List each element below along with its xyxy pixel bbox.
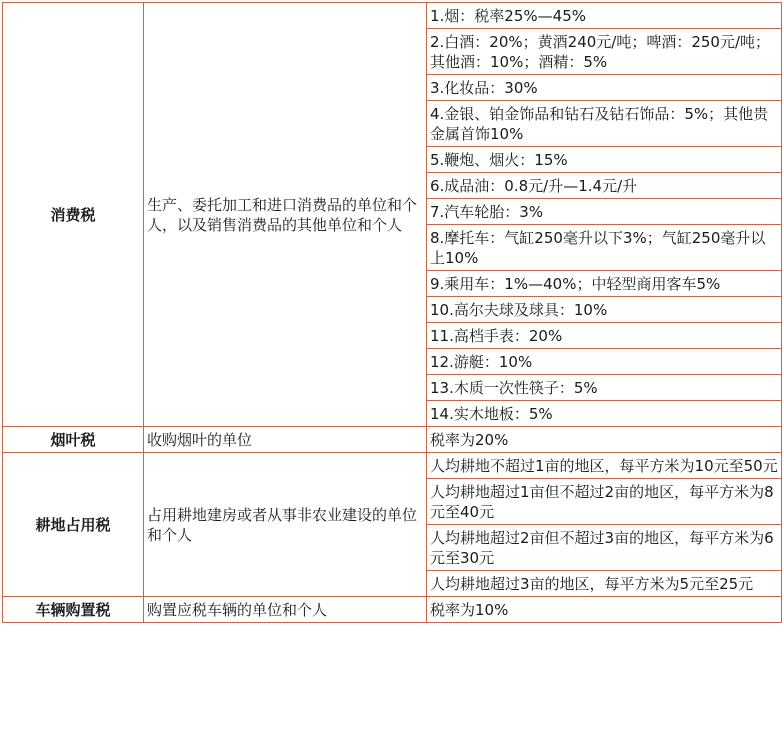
tax-rate-item: 11.高档手表：20% [427, 323, 782, 349]
tax-rate-item: 税率为10% [427, 597, 782, 623]
tax-rate-item: 10.高尔夫球及球具：10% [427, 297, 782, 323]
tax-rate-item: 2.白酒：20%；黄酒240元/吨；啤酒：250元/吨；其他酒：10%；酒精：5% [427, 29, 782, 75]
tax-rate-item: 14.实木地板：5% [427, 401, 782, 427]
taxpayer-description: 购置应税车辆的单位和个人 [144, 597, 427, 623]
table-row [3, 453, 782, 479]
tax-rate-item: 人均耕地超过3亩的地区，每平方米为5元至25元 [427, 571, 782, 597]
taxpayer-description: 收购烟叶的单位 [144, 427, 427, 453]
tax-name: 消费税 [3, 3, 144, 427]
tax-rate-item: 12.游艇：10% [427, 349, 782, 375]
tax-name: 车辆购置税 [3, 597, 144, 623]
tax-rate-item: 6.成品油：0.8元/升—1.4元/升 [427, 173, 782, 199]
table-row [3, 3, 782, 29]
tax-rate-item: 人均耕地超过2亩但不超过3亩的地区，每平方米为6元至30元 [427, 525, 782, 571]
tax-rate-item: 9.乘用车：1%—40%；中轻型商用客车5% [427, 271, 782, 297]
tax-rate-item: 人均耕地不超过1亩的地区，每平方米为10元至50元 [427, 453, 782, 479]
tax-rate-item: 8.摩托车：气缸250毫升以下3%；气缸250毫升以上10% [427, 225, 782, 271]
tax-name: 耕地占用税 [3, 453, 144, 597]
tax-rate-item: 4.金银、铂金饰品和钻石及钻石饰品：5%；其他贵金属首饰10% [427, 101, 782, 147]
tax-rate-item: 人均耕地超过1亩但不超过2亩的地区，每平方米为8元至40元 [427, 479, 782, 525]
taxpayer-description: 生产、委托加工和进口消费品的单位和个人，以及销售消费品的其他单位和个人 [144, 3, 427, 427]
table-row [3, 597, 782, 623]
tax-rate-item: 1.烟：税率25%—45% [427, 3, 782, 29]
tax-name: 烟叶税 [3, 427, 144, 453]
tax-rate-item: 7.汽车轮胎：3% [427, 199, 782, 225]
tax-rate-item: 5.鞭炮、烟火：15% [427, 147, 782, 173]
taxpayer-description: 占用耕地建房或者从事非农业建设的单位和个人 [144, 453, 427, 597]
table-row [3, 427, 782, 453]
tax-rate-item: 13.木质一次性筷子：5% [427, 375, 782, 401]
tax-rate-item: 3.化妆品：30% [427, 75, 782, 101]
tax-rate-item: 税率为20% [427, 427, 782, 453]
tax-table [2, 2, 782, 623]
